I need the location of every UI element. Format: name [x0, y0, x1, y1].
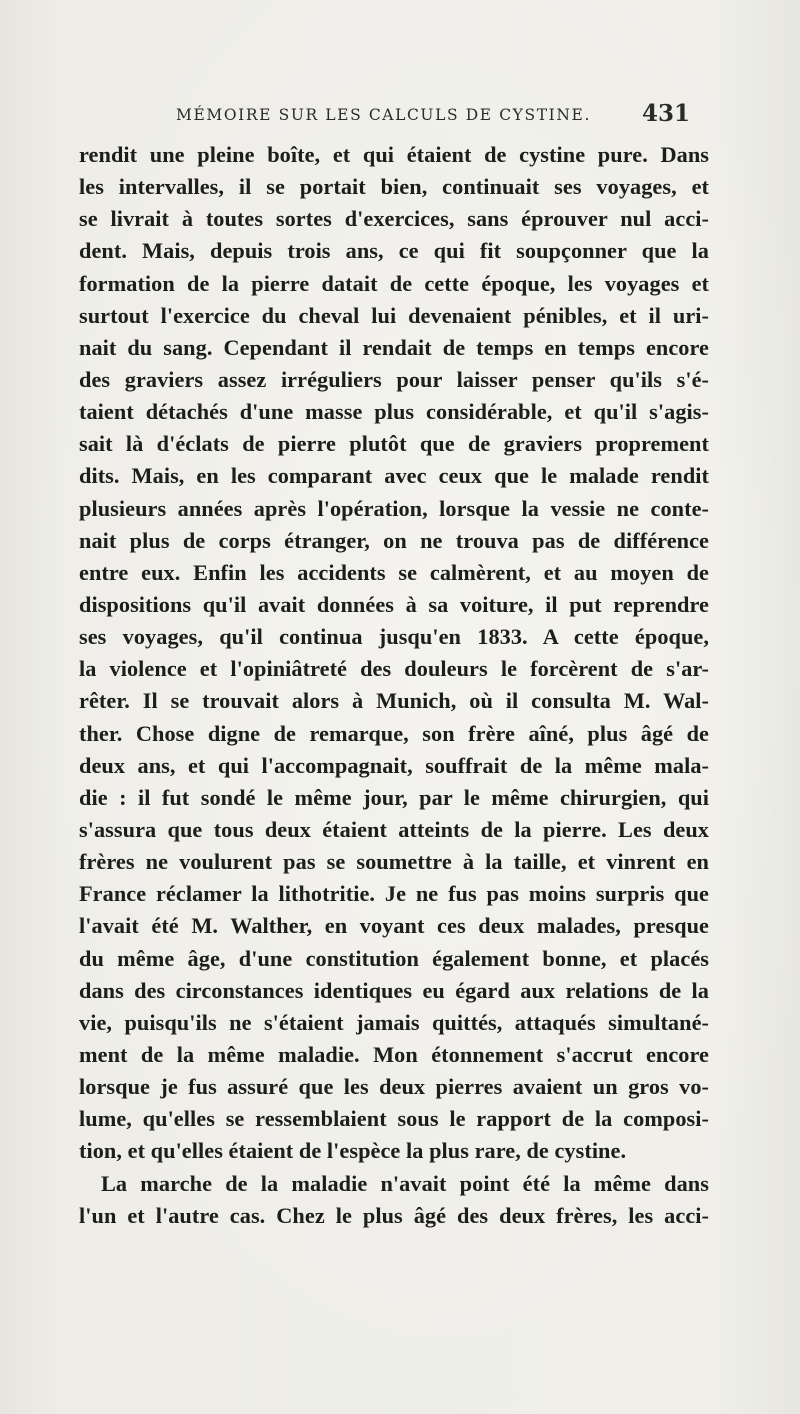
text-line: des graviers assez irréguliers pour laisser penser qu'ils s'é-: [79, 366, 709, 392]
text-line: les intervalles, il se portait bien, continuait ses voyages, et: [79, 174, 709, 200]
text-line: du même âge, d'une constitution également bonne, et placés: [79, 945, 709, 971]
text-line: sait là d'éclats de pierre plutôt que de graviers proprement: [79, 431, 709, 457]
text-line: formation de la pierre datait de cette époque, les voyages et: [79, 270, 709, 296]
text-line: rendit une pleine boîte, et qui étaient de cystine pure. Dans: [79, 142, 709, 167]
text-line: ses voyages, qu'il continua jusqu'en 1833. A cette époque,: [79, 624, 709, 650]
text-line: vie, puisqu'ils ne s'étaient jamais quittés, attaqués simultané-: [79, 1009, 709, 1035]
paragraph-start-line: La marche de la maladie n'avait point été la même dans: [101, 1170, 709, 1196]
text-line: ment de la même maladie. Mon étonnement s'accrut encore: [79, 1041, 709, 1067]
body-text: [79, 139, 709, 1232]
text-line: s'assura que tous deux étaient atteints de la pierre. Les deux: [79, 816, 709, 842]
text-line: frères ne voulurent pas se soumettre à la taille, et vinrent en: [79, 849, 709, 875]
running-header: [150, 100, 690, 132]
text-line: la violence et l'opiniâtreté des douleurs le forcèrent de s'ar-: [79, 656, 709, 682]
text-line: dispositions qu'il avait données à sa voiture, il put reprendre: [79, 591, 709, 617]
text-line: surtout l'exercice du cheval lui devenaient pénibles, et il uri-: [79, 302, 709, 328]
text-line: rêter. Il se trouvait alors à Munich, où il consulta M. Wal-: [79, 688, 709, 714]
text-line: dent. Mais, depuis trois ans, ce qui fit soupçonner que la: [79, 238, 709, 264]
text-line: nait du sang. Cependant il rendait de temps en temps encore: [79, 334, 709, 360]
paragraph-end-line: tion, et qu'elles étaient de l'espèce la plus rare, de cystine.: [79, 1138, 627, 1164]
text-line: nait plus de corps étranger, on ne trouva pas de différence: [79, 527, 709, 553]
text-line: taient détachés d'une masse plus considérable, et qu'il s'agis-: [79, 399, 709, 425]
text-line: se livrait à toutes sortes d'exercices, sans éprouver nul acci-: [79, 206, 709, 232]
text-line: lorsque je fus assuré que les deux pierres avaient un gros vo-: [79, 1074, 709, 1100]
text-line: dans des circonstances identiques eu égard aux relations de la: [79, 977, 709, 1003]
page-number: 431: [641, 100, 690, 127]
text-line: deux ans, et qui l'accompagnait, souffrait de la même mala-: [79, 752, 709, 778]
text-line: plusieurs années après l'opération, lorsque la vessie ne conte-: [79, 495, 709, 521]
text-line: die : il fut sondé le même jour, par le même chirurgien, qui: [79, 784, 709, 810]
text-line: l'avait été M. Walther, en voyant ces deux malades, presque: [79, 913, 709, 939]
text-line: ther. Chose digne de remarque, son frère aîné, plus âgé de: [79, 720, 709, 746]
text-line: lume, qu'elles se ressemblaient sous le rapport de la composi-: [79, 1106, 709, 1132]
running-title: MÉMOIRE SUR LES CALCULS DE CYSTINE.: [176, 106, 591, 124]
text-line: dits. Mais, en les comparant avec ceux que le malade rendit: [79, 463, 709, 489]
text-line: l'un et l'autre cas. Chez le plus âgé des deux frères, les acci-: [79, 1202, 709, 1228]
text-line: entre eux. Enfin les accidents se calmèrent, et au moyen de: [79, 559, 709, 585]
text-line: France réclamer la lithotritie. Je ne fus pas moins surpris que: [79, 881, 709, 907]
